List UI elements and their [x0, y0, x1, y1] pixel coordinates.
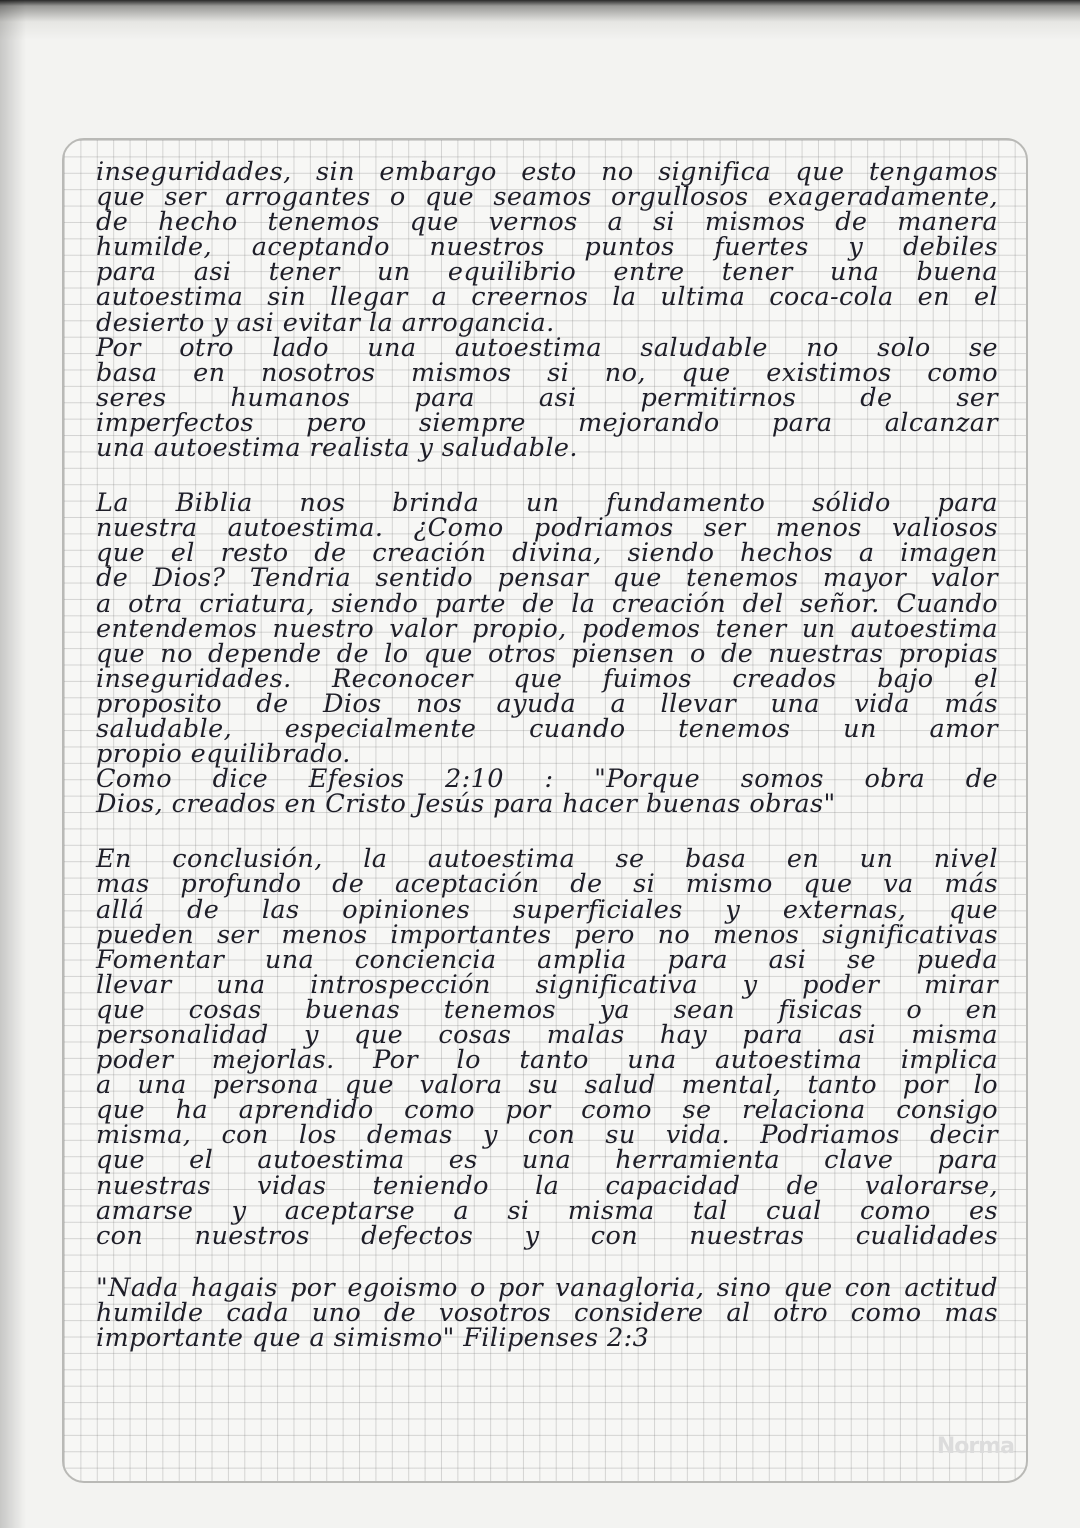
page-left-shadow	[0, 0, 26, 1528]
paragraph-gap	[96, 817, 998, 847]
text-line: proposito de Dios nos ayuda a llevar una vida más	[96, 688, 998, 719]
text-line: "Nada hagais por egoismo o por vanagloria, sino que con actitud	[96, 1272, 998, 1303]
text-line: Dios, creados en Cristo Jesús para hacer buenas obras"	[96, 789, 836, 820]
text-line: allá de las opiniones superficiales y externas, que	[96, 894, 998, 925]
text-line: pueden ser menos importantes pero no menos significativas	[96, 919, 998, 950]
text-line: saludable, especialmente cuando tenemos un amor	[96, 713, 998, 744]
text-line: nuestra autoestima. ¿Como podriamos ser menos valiosos	[96, 513, 998, 544]
text-line: basa en nosotros mismos si no, que existimos como	[96, 357, 998, 388]
text-line: de hecho tenemos que vernos a si mismos de manera	[96, 207, 998, 238]
handwritten-text	[96, 157, 998, 1354]
text-line: autoestima sin llegar a creernos la ultima coca-cola en el	[96, 282, 998, 313]
text-line: que el autoestima es una herramienta clave para	[96, 1145, 998, 1176]
text-line: con nuestros defectos y con nuestras cualidades	[96, 1220, 998, 1251]
text-line: mas profundo de aceptación de si mismo que va más	[96, 869, 998, 900]
text-line: importante que a simismo" Filipenses 2:3	[96, 1323, 650, 1354]
text-line: que el resto de creación divina, siendo hechos a imagen	[96, 538, 998, 569]
text-line: de Dios? Tendria sentido pensar que tenemos mayor valor	[96, 563, 998, 594]
text-line: inseguridades. Reconocer que fuimos creados bajo el	[96, 663, 998, 694]
text-line: inseguridades, sin embargo esto no significa que tengamos	[96, 157, 998, 187]
paragraph-gap	[96, 461, 998, 491]
text-line: para asi tener un equilibrio entre tener una buena	[96, 257, 998, 288]
text-line: que ha aprendido como por como se relaciona consigo	[96, 1095, 998, 1126]
paragraph-1	[96, 157, 998, 338]
text-line: a una persona que valora su salud mental, tanto por lo	[96, 1070, 998, 1101]
text-line: humilde, aceptando nuestros puntos fuertes y debiles	[96, 232, 998, 263]
text-line: En conclusión, la autoestima se basa en un nivel	[96, 844, 998, 875]
text-line: entendemos nuestro valor propio, podemos tener un autoestima	[96, 613, 998, 644]
text-line: humilde cada uno de vosotros considere al otro como mas	[96, 1297, 998, 1328]
page-top-edge	[0, 0, 1080, 40]
text-line: propio equilibrado.	[96, 739, 351, 770]
paragraph-4-bible-quote	[96, 764, 998, 820]
grid-paper-sheet	[62, 138, 1028, 1483]
notebook-brand-logo: Norma	[936, 1434, 1014, 1459]
paragraph-gap	[96, 1249, 998, 1276]
text-line: una autoestima realista y saludable.	[96, 433, 578, 464]
paragraph-6-bible-quote	[96, 1272, 998, 1354]
text-line: a otra criatura, siendo parte de la creación del señor. Cuando	[96, 588, 998, 619]
text-line: nuestras vidas teniendo la capacidad de valorarse,	[96, 1170, 998, 1201]
text-line: Fomentar una conciencia amplia para asi se pueda	[96, 944, 998, 975]
text-line: amarse y aceptarse a si misma tal cual como es	[96, 1195, 998, 1226]
text-line: que no depende de lo que otros piensen o de nuestras propias	[96, 638, 998, 669]
paragraph-2	[96, 332, 998, 464]
text-line: Como dice Efesios 2:10 : "Porque somos obra de	[96, 764, 998, 795]
paragraph-3	[96, 488, 998, 770]
text-line: poder mejorlas. Por lo tanto una autoestima implica	[96, 1045, 998, 1076]
text-line: personalidad y que cosas malas hay para asi misma	[96, 1020, 998, 1050]
text-line: desierto y asi evitar la arrogancia.	[96, 307, 555, 338]
paragraph-5-conclusion	[96, 844, 998, 1251]
text-line: imperfectos pero siempre mejorando para alcanzar	[96, 407, 998, 438]
text-line: llevar una introspección significativa y poder mirar	[96, 969, 998, 1000]
text-line: misma, con los demas y con su vida. Podriamos decir	[96, 1120, 998, 1151]
text-line: Por otro lado una autoestima saludable no solo se	[96, 332, 998, 363]
text-line: que ser arrogantes o que seamos orgullosos exageradamente,	[96, 182, 998, 213]
text-line: que cosas buenas tenemos ya sean fisicas o en	[96, 994, 998, 1025]
text-line: La Biblia nos brinda un fundamento sólido para	[96, 488, 998, 519]
text-line: seres humanos para asi permitirnos de ser	[96, 382, 998, 413]
